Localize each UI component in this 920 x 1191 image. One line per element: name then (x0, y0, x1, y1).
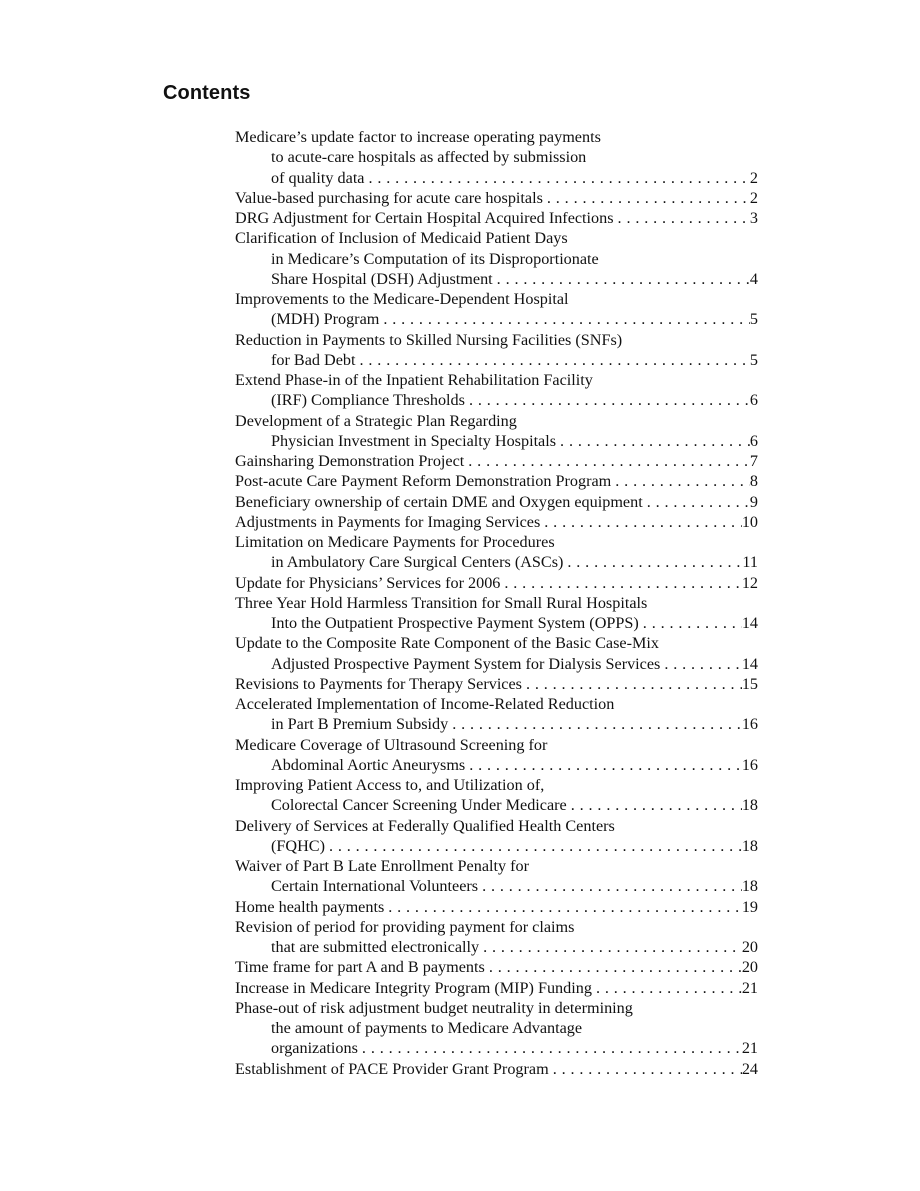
toc-entry-title-line: Improvements to the Medicare-Dependent Hospital (235, 290, 569, 308)
toc-entry[interactable] (235, 451, 758, 471)
dot-leader (356, 350, 750, 370)
toc-entry-row (235, 552, 758, 572)
toc-entry[interactable] (235, 1059, 758, 1079)
toc-entry[interactable] (235, 228, 758, 289)
contents-heading: Contents (163, 82, 251, 104)
dot-leader (543, 188, 750, 208)
toc-entry-row (235, 755, 758, 775)
toc-entry-row (235, 471, 758, 491)
toc-entry-row (235, 188, 758, 208)
toc-entry[interactable] (235, 411, 758, 452)
toc-entry[interactable] (235, 573, 758, 593)
toc-entry[interactable] (235, 512, 758, 532)
toc-entry-title-line: Medicare’s update factor to increase operating payments (235, 128, 601, 146)
toc-entry-title-line: Three Year Hold Harmless Transition for Small Rural Hospitals (235, 593, 648, 612)
toc-entry-row (235, 512, 758, 532)
dot-leader (493, 269, 750, 289)
toc-entry[interactable] (235, 492, 758, 512)
toc-page-number: 5 (749, 310, 758, 329)
toc-entry[interactable] (235, 674, 758, 694)
toc-entry-row (235, 431, 758, 451)
dot-leader (379, 309, 750, 329)
toc-entry[interactable] (235, 330, 758, 371)
dot-leader (485, 957, 742, 977)
dot-leader (325, 836, 742, 856)
toc-entry[interactable] (235, 856, 758, 897)
dot-leader (365, 168, 750, 188)
toc-entry[interactable] (235, 188, 758, 208)
toc-entry-row (235, 978, 758, 998)
toc-entry-row (235, 390, 758, 410)
toc-entry-row (235, 937, 758, 957)
toc-entry-row (235, 1059, 758, 1079)
toc-entry-title-line: Adjustments in Payments for Imaging Services (235, 512, 541, 531)
toc-entry-title-line: DRG Adjustment for Certain Hospital Acquired Infections (235, 209, 614, 227)
toc-entry-title-line: Share Hospital (DSH) Adjustment (271, 269, 493, 288)
toc-page-number: 2 (749, 168, 758, 187)
toc-entry[interactable] (235, 471, 758, 491)
toc-entry[interactable] (235, 957, 758, 977)
toc-entry-title-line: Physician Investment in Specialty Hospitals (271, 431, 557, 450)
toc-entry-title-line: (IRF) Compliance Thresholds (271, 391, 465, 410)
toc-page-number: 5 (749, 350, 758, 369)
toc-entry-row (235, 714, 758, 734)
toc-entry-row (235, 573, 758, 593)
dot-leader (448, 714, 742, 734)
dot-leader (465, 755, 742, 775)
toc-page-number: 3 (749, 209, 758, 227)
toc-page-number: 20 (741, 938, 758, 956)
toc-entry[interactable] (235, 694, 758, 735)
toc-page-number: 12 (741, 573, 758, 592)
dot-leader (500, 573, 741, 593)
toc-page-number: 4 (749, 269, 758, 288)
toc-entry-title-line: Revisions to Payments for Therapy Services (235, 674, 522, 693)
dot-leader (643, 492, 750, 512)
dot-leader (549, 1059, 742, 1079)
toc-page-number: 16 (741, 755, 758, 774)
dot-leader (556, 431, 750, 451)
toc-page-number: 9 (749, 492, 758, 511)
toc-entry-row (235, 957, 758, 977)
toc-page-number: 14 (741, 654, 758, 673)
toc-entry-row (235, 492, 758, 512)
toc-page-number: 6 (749, 431, 758, 450)
dot-leader (464, 451, 750, 471)
toc-page-number: 7 (749, 452, 758, 470)
toc-entry-title-line: Delivery of Services at Federally Qualified Health Centers (235, 816, 615, 835)
toc-page-number: 21 (741, 1039, 758, 1058)
toc-page-number: 8 (749, 472, 758, 491)
toc-page-number: 21 (741, 978, 758, 997)
dot-leader (614, 208, 750, 228)
toc-entry-title-line: Colorectal Cancer Screening Under Medicare (271, 796, 567, 815)
toc-entry[interactable] (235, 633, 758, 674)
toc-entry-row (235, 269, 758, 289)
toc-page-number: 20 (741, 958, 758, 977)
table-of-contents (235, 127, 758, 1079)
toc-entry-row (235, 168, 758, 188)
toc-entry-title-line: in Medicare’s Computation of its Disproportionate (271, 249, 599, 268)
toc-entry-title-line: (MDH) Program (271, 310, 380, 329)
toc-page-number: 10 (741, 512, 758, 531)
toc-entry[interactable] (235, 532, 758, 573)
toc-entry-title-line: Abdominal Aortic Aneurysms (271, 755, 466, 774)
toc-entry-title-line: Adjusted Prospective Payment System for Dialysis Services (271, 654, 661, 673)
dot-leader (478, 876, 742, 896)
dot-leader (540, 512, 742, 532)
toc-entry-title-line: Development of a Strategic Plan Regarding (235, 411, 517, 430)
toc-entry-row (235, 350, 758, 370)
toc-entry-row (235, 897, 758, 917)
dot-leader (479, 937, 742, 957)
toc-page-number: 6 (749, 391, 758, 410)
dot-leader (592, 978, 742, 998)
toc-entry-row (235, 836, 758, 856)
dot-leader (660, 654, 741, 674)
toc-entry-title-line: Update for Physicians’ Services for 2006 (235, 573, 501, 592)
toc-entry-title-line: Waiver of Part B Late Enrollment Penalty for (235, 857, 530, 875)
dot-leader (639, 613, 742, 633)
toc-entry-row (235, 309, 758, 329)
toc-page-number: 24 (741, 1059, 758, 1078)
toc-entry-title-line: of quality data (271, 168, 365, 187)
toc-page-number: 2 (749, 188, 758, 207)
toc-page-number: 19 (741, 897, 758, 916)
toc-entry[interactable] (235, 998, 758, 1059)
toc-entry-title-line: in Ambulatory Care Surgical Centers (ASCs) (271, 553, 564, 572)
toc-entry[interactable] (235, 289, 758, 330)
toc-entry-title-line: Phase-out of risk adjustment budget neutrality in determining (235, 998, 633, 1017)
toc-entry[interactable] (235, 208, 758, 228)
toc-entry-title-line: Extend Phase-in of the Inpatient Rehabilitation Facility (235, 371, 593, 389)
toc-entry-title-line: Increase in Medicare Integrity Program (MIP) Funding (235, 978, 592, 997)
toc-entry-title-line: Beneficiary ownership of certain DME and Oxygen equipment (235, 492, 643, 511)
dot-leader (384, 897, 742, 917)
toc-entry[interactable] (235, 978, 758, 998)
toc-entry-row (235, 674, 758, 694)
toc-entry[interactable] (235, 593, 758, 634)
toc-entry-title-line: the amount of payments to Medicare Advantage (271, 1019, 583, 1037)
toc-entry-title-line: Into the Outpatient Prospective Payment System (OPPS) (271, 614, 639, 632)
toc-entry-row (235, 1038, 758, 1058)
toc-page-number: 16 (741, 715, 758, 734)
toc-entry-row (235, 208, 758, 228)
dot-leader (563, 552, 742, 572)
toc-entry[interactable] (235, 897, 758, 917)
toc-entry-title-line: for Bad Debt (271, 350, 356, 369)
toc-entry-row (235, 795, 758, 815)
toc-entry-title-line: Medicare Coverage of Ultrasound Screening for (235, 735, 548, 754)
toc-page-number: 15 (741, 674, 758, 693)
toc-entry-title-line: Post-acute Care Payment Reform Demonstration Program (235, 472, 612, 491)
toc-entry[interactable] (235, 735, 758, 776)
toc-entry-title-line: Update to the Composite Rate Component of the Basic Case-Mix (235, 634, 659, 653)
toc-entry-title-line: to acute-care hospitals as affected by submission (271, 148, 587, 167)
toc-entry-title-line: Improving Patient Access to, and Utilization of, (235, 776, 545, 794)
toc-page-number: 18 (741, 836, 758, 855)
toc-entry-title-line: Revision of period for providing payment for claims (235, 917, 575, 936)
toc-entry-row (235, 654, 758, 674)
dot-leader (611, 471, 750, 491)
toc-entry-row (235, 876, 758, 896)
toc-page-number: 11 (742, 553, 758, 572)
toc-entry[interactable] (235, 127, 758, 188)
toc-entry-title-line: Gainsharing Demonstration Project (235, 452, 465, 470)
toc-entry-row (235, 613, 758, 633)
toc-entry-title-line: Accelerated Implementation of Income-Related Reduction (235, 695, 615, 713)
toc-entry-title-line: that are submitted electronically (271, 938, 480, 956)
toc-entry-title-line: in Part B Premium Subsidy (271, 715, 449, 734)
toc-entry[interactable] (235, 370, 758, 411)
toc-entry-title-line: organizations (271, 1039, 358, 1058)
toc-entry-title-line: Clarification of Inclusion of Medicaid Patient Days (235, 229, 568, 248)
dot-leader (567, 795, 742, 815)
toc-page-number: 14 (741, 614, 758, 632)
dot-leader (358, 1038, 742, 1058)
toc-entry-row (235, 451, 758, 471)
toc-entry-title-line: Time frame for part A and B payments (235, 958, 485, 977)
toc-entry-title-line: Certain International Volunteers (271, 877, 479, 896)
toc-page-number: 18 (741, 796, 758, 815)
toc-entry[interactable] (235, 917, 758, 958)
toc-entry[interactable] (235, 775, 758, 816)
toc-entry-title-line: Value-based purchasing for acute care hospitals (235, 188, 543, 207)
toc-page-number: 18 (741, 877, 758, 896)
toc-entry-title-line: Home health payments (235, 897, 385, 916)
dot-leader (465, 390, 750, 410)
toc-entry-title-line: Reduction in Payments to Skilled Nursing Facilities (SNFs) (235, 330, 623, 349)
toc-entry-title-line: (FQHC) (271, 836, 325, 855)
toc-entry[interactable] (235, 816, 758, 857)
toc-entry-title-line: Establishment of PACE Provider Grant Program (235, 1059, 549, 1078)
dot-leader (522, 674, 742, 694)
toc-entry-title-line: Limitation on Medicare Payments for Procedures (235, 533, 555, 551)
